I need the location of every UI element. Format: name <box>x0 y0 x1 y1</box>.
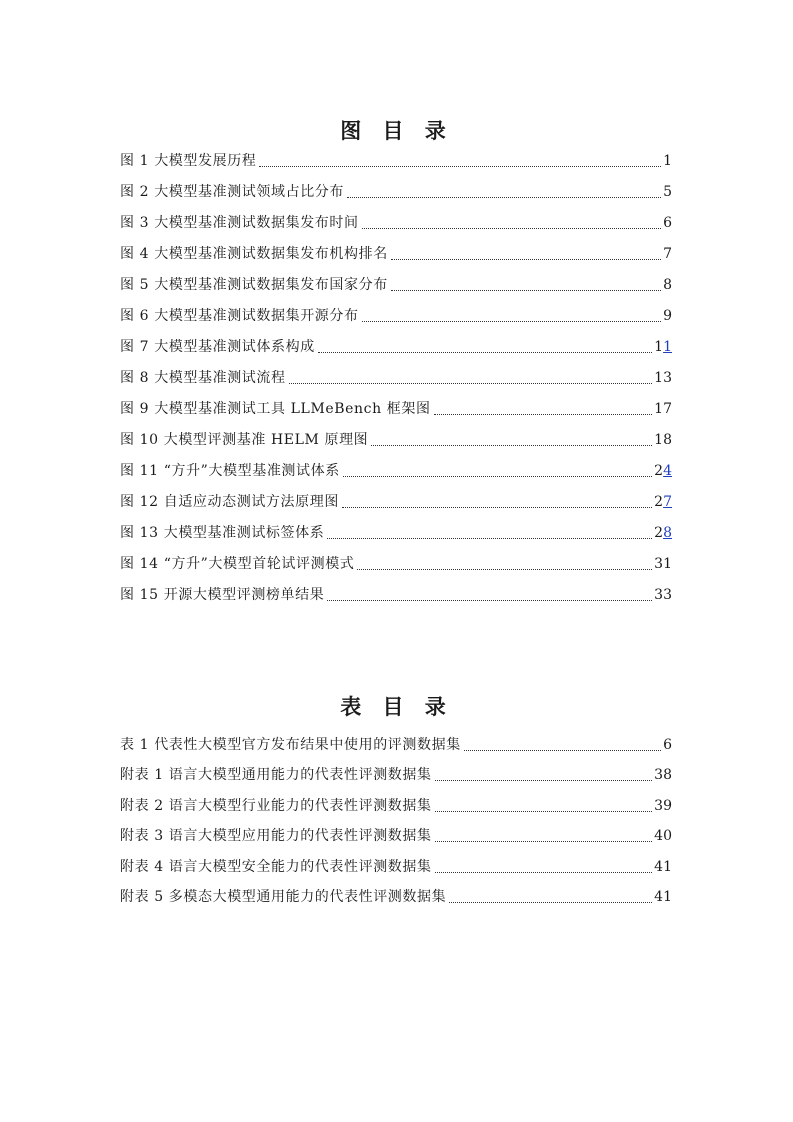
toc-entry[interactable] <box>120 297 672 328</box>
page-number-text: 9 <box>663 308 672 324</box>
dot-leader <box>327 537 652 539</box>
toc-entry[interactable] <box>120 787 672 818</box>
toc-entry-page-number <box>663 151 672 173</box>
dot-leader <box>435 871 653 873</box>
page-number-text: 41 <box>654 858 672 875</box>
page-number-text: 38 <box>654 767 672 783</box>
page-number-text: 5 <box>663 184 672 200</box>
dot-leader <box>327 599 652 601</box>
page-number-text: 13 <box>654 370 672 386</box>
toc-entry-page-number <box>654 523 672 545</box>
toc-entry[interactable] <box>120 421 672 452</box>
dot-leader <box>434 413 653 415</box>
toc-entry-label: 图 13 大模型基准测试标签体系 <box>120 525 325 541</box>
page-number-link[interactable]: 8 <box>663 525 672 541</box>
toc-entry[interactable] <box>120 757 672 788</box>
toc-entry-page-number <box>663 244 672 266</box>
page-number-text: 2 <box>654 494 664 510</box>
toc-entry-page-number <box>663 275 672 297</box>
toc-entry-page-number <box>663 306 672 328</box>
page-number-text: 6 <box>663 736 672 753</box>
toc-entry[interactable] <box>120 818 672 849</box>
page-number-text: 7 <box>663 246 672 262</box>
toc-entry-page-number <box>654 461 672 483</box>
toc-entry-page-number <box>654 585 672 607</box>
page-number-text: 18 <box>654 432 672 448</box>
toc-entry[interactable] <box>120 173 672 204</box>
dot-leader <box>259 165 661 167</box>
dot-leader <box>391 289 661 291</box>
toc-entry-page-number <box>654 765 672 787</box>
toc-entry[interactable] <box>120 452 672 483</box>
toc-entry-label: 图 3 大模型基准测试数据集发布时间 <box>120 215 359 231</box>
page-number-text: 1 <box>663 153 672 169</box>
dot-leader <box>449 901 652 903</box>
toc-entry-page-number <box>663 182 672 204</box>
toc-entry-page-number <box>654 430 672 452</box>
toc-entry-page-number <box>654 337 672 359</box>
toc-entry-page-number <box>654 796 672 818</box>
tables-toc-list <box>120 726 672 909</box>
toc-entry-label: 图 8 大模型基准测试流程 <box>120 370 286 386</box>
toc-entry[interactable] <box>120 726 672 757</box>
figures-toc-title: 图 目 录 <box>340 119 453 144</box>
page-number-text: 6 <box>663 215 672 231</box>
toc-entry-label: 图 6 大模型基准测试数据集开源分布 <box>120 308 359 324</box>
toc-entry-label: 图 2 大模型基准测试领域占比分布 <box>120 184 345 200</box>
toc-entry-label: 图 14 “方升”大模型首轮试评测模式 <box>120 556 355 572</box>
dot-leader <box>435 840 653 842</box>
toc-entry-label: 图 1 大模型发展历程 <box>120 153 257 169</box>
toc-entry-page-number <box>654 492 672 514</box>
page-number-link[interactable]: 4 <box>663 463 672 479</box>
toc-entry[interactable] <box>120 204 672 235</box>
toc-entry-label: 附表 4 语言大模型安全能力的代表性评测数据集 <box>120 858 432 875</box>
toc-entry-label: 附表 1 语言大模型通用能力的代表性评测数据集 <box>120 767 432 783</box>
toc-entry[interactable] <box>120 142 672 173</box>
dot-leader <box>318 351 652 353</box>
toc-entry-label: 图 12 自适应动态测试方法原理图 <box>120 494 339 510</box>
toc-entry[interactable] <box>120 390 672 421</box>
page-number-text: 40 <box>654 828 672 844</box>
toc-entry[interactable] <box>120 545 672 576</box>
page-number-text: 31 <box>654 556 672 572</box>
figures-toc-list <box>120 142 672 607</box>
toc-entry-page-number <box>654 826 672 848</box>
toc-entry-label: 图 7 大模型基准测试体系构成 <box>120 339 315 355</box>
toc-entry-label: 图 11 “方升”大模型基准测试体系 <box>120 463 340 479</box>
dot-leader <box>289 382 653 384</box>
toc-entry[interactable] <box>120 235 672 266</box>
toc-entry-label: 表 1 代表性大模型官方发布结果中使用的评测数据集 <box>120 736 461 753</box>
toc-entry-label: 图 10 大模型评测基准 HELM 原理图 <box>120 432 369 448</box>
page-number-link[interactable]: 7 <box>663 494 672 510</box>
page-number-text: 33 <box>654 587 672 603</box>
dot-leader <box>371 444 652 446</box>
page-number-text: 2 <box>654 525 664 541</box>
toc-entry-page-number <box>663 735 672 757</box>
toc-entry-label: 图 4 大模型基准测试数据集发布机构排名 <box>120 246 388 262</box>
dot-leader <box>464 749 661 751</box>
toc-entry-page-number <box>654 399 672 421</box>
toc-entry-label: 附表 3 语言大模型应用能力的代表性评测数据集 <box>120 828 432 844</box>
dot-leader <box>342 506 652 508</box>
dot-leader <box>347 196 661 198</box>
page-number-text: 2 <box>654 463 664 479</box>
dot-leader <box>357 568 652 570</box>
toc-entry[interactable] <box>120 514 672 545</box>
toc-entry-page-number <box>663 213 672 235</box>
toc-entry[interactable] <box>120 266 672 297</box>
toc-entry-label: 附表 5 多模态大模型通用能力的代表性评测数据集 <box>120 889 447 905</box>
toc-entry[interactable] <box>120 359 672 390</box>
toc-entry-page-number <box>654 857 672 879</box>
toc-entry[interactable] <box>120 328 672 359</box>
toc-entry[interactable] <box>120 879 672 910</box>
dot-leader <box>391 258 661 260</box>
toc-entry[interactable] <box>120 848 672 879</box>
page-number-text: 41 <box>654 889 672 905</box>
toc-entry-page-number <box>654 887 672 909</box>
page-number-text: 8 <box>663 277 672 293</box>
page-number-link[interactable]: 1 <box>663 339 672 355</box>
page-number-text: 39 <box>654 797 672 814</box>
dot-leader <box>435 779 653 781</box>
toc-entry-label: 附表 2 语言大模型行业能力的代表性评测数据集 <box>120 797 432 814</box>
toc-entry[interactable] <box>120 483 672 514</box>
dot-leader <box>343 475 652 477</box>
toc-entry-label: 图 9 大模型基准测试工具 LLMeBench 框架图 <box>120 401 431 417</box>
dot-leader <box>435 810 653 812</box>
toc-entry-label: 图 15 开源大模型评测榜单结果 <box>120 587 325 603</box>
toc-entry-page-number <box>654 554 672 576</box>
dot-leader <box>362 320 661 322</box>
toc-entry[interactable] <box>120 576 672 607</box>
toc-entry-page-number <box>654 368 672 390</box>
page-number-text: 1 <box>654 339 664 355</box>
dot-leader <box>362 227 661 229</box>
tables-toc-title: 表 目 录 <box>340 695 453 720</box>
toc-entry-label: 图 5 大模型基准测试数据集发布国家分布 <box>120 277 388 293</box>
page-number-text: 17 <box>654 401 672 417</box>
